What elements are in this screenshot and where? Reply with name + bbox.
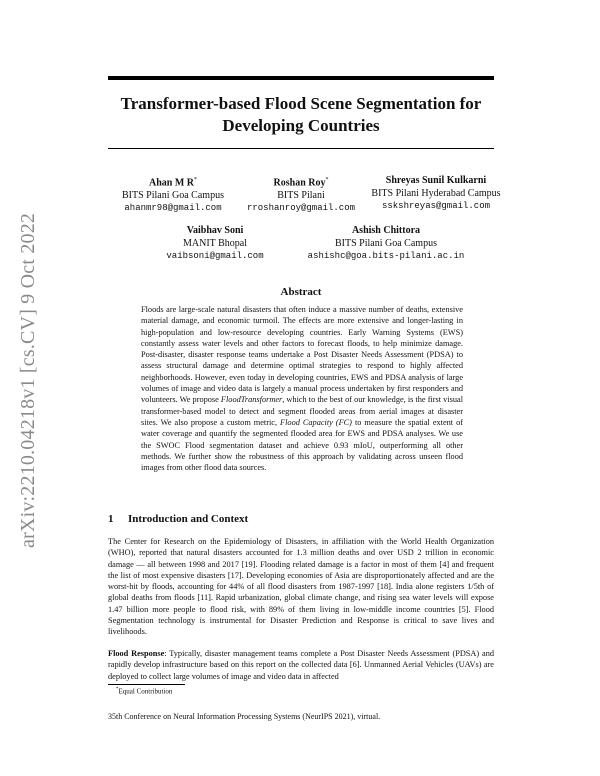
footnote (116, 687, 172, 695)
section-title: Introduction and Context (128, 513, 249, 525)
title-rule-bottom (108, 148, 494, 149)
abstract-text-part: , which to the best of our knowledge, is the first visual transformer-based model to detect and segment flooded areas from aerial images at disaster sites. We also propose a custom metric, (141, 395, 463, 427)
author-email: sskshreyas@gmail.com (381, 201, 491, 211)
intro-paragraph: The Center for Research on the Epidemiology of Disasters, in affiliation with the World Health Organization (WHO), reported that natural disasters accounted for 1.3 million deaths and over USD 2 trillion in economic damage — all between 1998 and 2017 [19]. Flooding related damage is a factor in most of them [4] and frequent the list of most expensive disasters [17]. Developing economies of Asia are disproportionately affected and are the worst-hit by floods, accounting for 44% of all flood disasters from 1987-1997 [18]. India alone registers 1/5th of global deaths from floods [11]. Rapid urbanization, global climate change, and rising sea water levels will expose 1.47 billion more people to flood risk, with 89% of them living in low-middle income countries [5]. Flood Segmentation technology is instrumental for Disaster Prediction and Response is critical to save lives and livelihoods. (108, 537, 494, 637)
paragraph-text: : Typically, disaster management teams complete a Post Disaster Needs Assessment (PDSA) and rapidly develop infrastructure based on this report on the collected data [6]. Unmanned Aerial Vehicles (UAVs) are deployed to collect large volumes of image and video data in affected (108, 649, 494, 681)
author-mark: * (194, 177, 197, 183)
model-name: FloodTransformer (220, 395, 283, 405)
abstract-heading: Abstract (280, 286, 322, 298)
author-email: vaibsoni@gmail.com (166, 251, 264, 261)
author-name: Shreyas Sunil Kulkarni (385, 175, 487, 186)
arxiv-stamp: arXiv:2210.04218v1 [cs.CV] 9 Oct 2022 (17, 212, 39, 548)
section-number: 1 (108, 513, 114, 525)
author-mark: * (325, 177, 329, 183)
author-block (150, 224, 280, 263)
paper-title: Transformer-based Flood Scene Segmentation for Developing Countries (120, 94, 482, 135)
abstract-text-part: Floods are large-scale natural disasters that often induce a massive number of deaths, extensive material damage, and economic turmoil. The effects are more extensive and longer-lasting in high-population and low-resource developing countries. Early Warning Systems (EWS) constantly assess water levels and other factors to forecast floods, to help minimize damage. Post-disaster, disaster response teams undertake a Post Disaster Needs Assessment (PDSA) to assess structural damage and determine optimal strategies to respond to highly affected neighborhoods. However, even today in developing countries, EWS and PDSA analysis of large volumes of image and video data is largely a manual process undertaken by first responders and volunteers. We propose (141, 305, 463, 405)
metric-name: Flood Capacity (FC) (280, 417, 352, 427)
author-name: Roshan Roy (273, 177, 326, 189)
author-name: Ahan M R (148, 177, 194, 189)
abstract-text-part: to measure the spatial extent of water coverage and quantify the segmented flooded area for EWS and PDSA analyses. We use the SWOC Flood segmentation dataset and achieve 0.93 mIoU, outperforming all other methods. We further show the robustness of this approach by validating across unseen flood images from other flood data sources. (141, 417, 463, 473)
author-affiliation: BITS Pilani Goa Campus (335, 238, 437, 249)
author-name: Ashish Chittora (351, 225, 421, 236)
author-block (226, 174, 376, 215)
conference-note: 35th Conference on Neural Information Processing Systems (NeurIPS 2021), virtual. (108, 712, 381, 721)
paragraph-label: Flood Response (108, 649, 165, 658)
author-affiliation: BITS Pilani (277, 190, 325, 202)
intro-paragraph (108, 648, 494, 682)
abstract-text (141, 304, 463, 473)
author-block (368, 174, 504, 213)
author-block (108, 174, 238, 215)
footnote-text: Equal Contribution (118, 687, 173, 696)
author-email: rroshanroy@gmail.com (246, 203, 356, 214)
footnote-rule (108, 684, 185, 685)
author-affiliation: MANIT Bhopal (183, 238, 247, 249)
author-block (286, 224, 486, 263)
section-heading (108, 513, 248, 525)
title-rule-top (108, 76, 494, 80)
author-affiliation: BITS Pilani Hyderabad Campus (371, 188, 501, 199)
author-email: ashishc@goa.bits-pilani.ac.in (307, 251, 465, 261)
author-name: Vaibhav Soni (186, 225, 244, 236)
author-affiliation: BITS Pilani Goa Campus (122, 190, 224, 202)
footnote-mark: * (116, 687, 119, 692)
author-email: ahanmr98@gmail.com (124, 203, 222, 214)
